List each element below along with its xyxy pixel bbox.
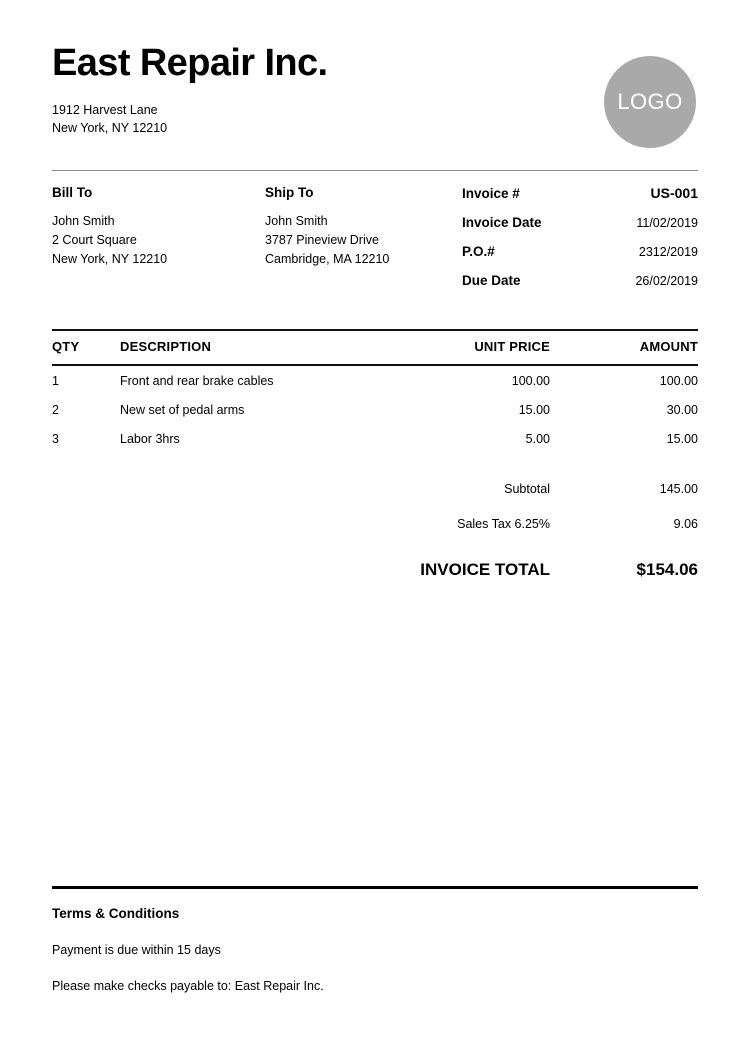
invoice-number-value: US-001 (650, 185, 698, 201)
bill-to-block (52, 185, 252, 269)
ship-to-line: 3787 Pineview Drive (265, 233, 379, 247)
divider-above-table-header (52, 329, 698, 331)
subtotal-label: Subtotal (504, 482, 550, 496)
cell-description: Front and rear brake cables (120, 374, 274, 388)
cell-qty: 2 (52, 403, 59, 417)
bill-to-title: Bill To (52, 185, 93, 200)
company-address-line: New York, NY 12210 (52, 120, 168, 135)
totals-section (52, 482, 698, 600)
subtotal-value: 145.00 (659, 482, 698, 496)
bill-to-line: 2 Court Square (52, 233, 137, 247)
cell-unit-price: 5.00 (525, 432, 550, 446)
cell-unit-price: 15.00 (518, 403, 550, 417)
ship-to-line: Cambridge, MA 12210 (265, 252, 390, 266)
company-name: East Repair Inc. (52, 42, 328, 84)
ship-to-block (265, 185, 465, 269)
invoice-number-row (462, 185, 698, 201)
company-address (52, 101, 698, 137)
terms-section (52, 906, 698, 993)
column-header-unit-price: UNIT PRICE (474, 339, 550, 354)
column-header-amount: AMOUNT (639, 339, 698, 354)
due-date-row (462, 273, 698, 288)
cell-qty: 1 (52, 374, 59, 388)
ship-to-address (265, 212, 465, 269)
table-row (52, 432, 698, 461)
invoice-total-row (52, 560, 698, 600)
ship-to-title: Ship To (265, 185, 314, 200)
invoice-date-label: Invoice Date (462, 215, 542, 230)
invoice-header (52, 44, 698, 137)
terms-title: Terms & Conditions (52, 906, 180, 921)
po-number-row (462, 244, 698, 259)
terms-line: Payment is due within 15 days (52, 943, 221, 957)
po-number-value: 2312/2019 (638, 245, 698, 259)
invoice-date-row (462, 215, 698, 230)
bill-to-line: John Smith (52, 214, 115, 228)
cell-description: New set of pedal arms (120, 403, 245, 417)
invoice-date-value: 11/02/2019 (636, 216, 698, 230)
cell-amount: 30.00 (666, 403, 698, 417)
line-items-table (52, 339, 698, 461)
due-date-label: Due Date (462, 273, 521, 288)
sales-tax-label: Sales Tax 6.25% (457, 517, 550, 531)
terms-line: Please make checks payable to: East Repair Inc. (52, 979, 324, 993)
subtotal-row (52, 482, 698, 517)
invoice-total-value: $154.06 (636, 560, 698, 579)
cell-amount: 100.00 (659, 374, 698, 388)
column-header-qty: QTY (52, 339, 80, 354)
invoice-meta-block (462, 185, 698, 302)
ship-to-line: John Smith (265, 214, 328, 228)
sales-tax-row (52, 517, 698, 552)
logo-label: LOGO (617, 89, 683, 114)
table-header-row (52, 339, 698, 364)
cell-qty: 3 (52, 432, 59, 446)
divider-above-parties (52, 170, 698, 171)
invoice-total-label: INVOICE TOTAL (420, 560, 550, 579)
table-row (52, 374, 698, 403)
po-number-label: P.O.# (462, 244, 495, 259)
bill-to-line: New York, NY 12210 (52, 252, 168, 266)
cell-amount: 15.00 (666, 432, 698, 446)
column-header-description: DESCRIPTION (120, 339, 212, 354)
table-row (52, 403, 698, 432)
invoice-number-label: Invoice # (462, 186, 520, 201)
divider-above-terms (52, 886, 698, 889)
table-body (52, 374, 698, 461)
due-date-value: 26/02/2019 (635, 274, 698, 288)
cell-description: Labor 3hrs (120, 432, 180, 446)
cell-unit-price: 100.00 (511, 374, 550, 388)
company-address-line: 1912 Harvest Lane (52, 102, 158, 117)
bill-to-address (52, 212, 252, 269)
sales-tax-value: 9.06 (673, 517, 698, 531)
logo-placeholder-icon (604, 56, 696, 148)
